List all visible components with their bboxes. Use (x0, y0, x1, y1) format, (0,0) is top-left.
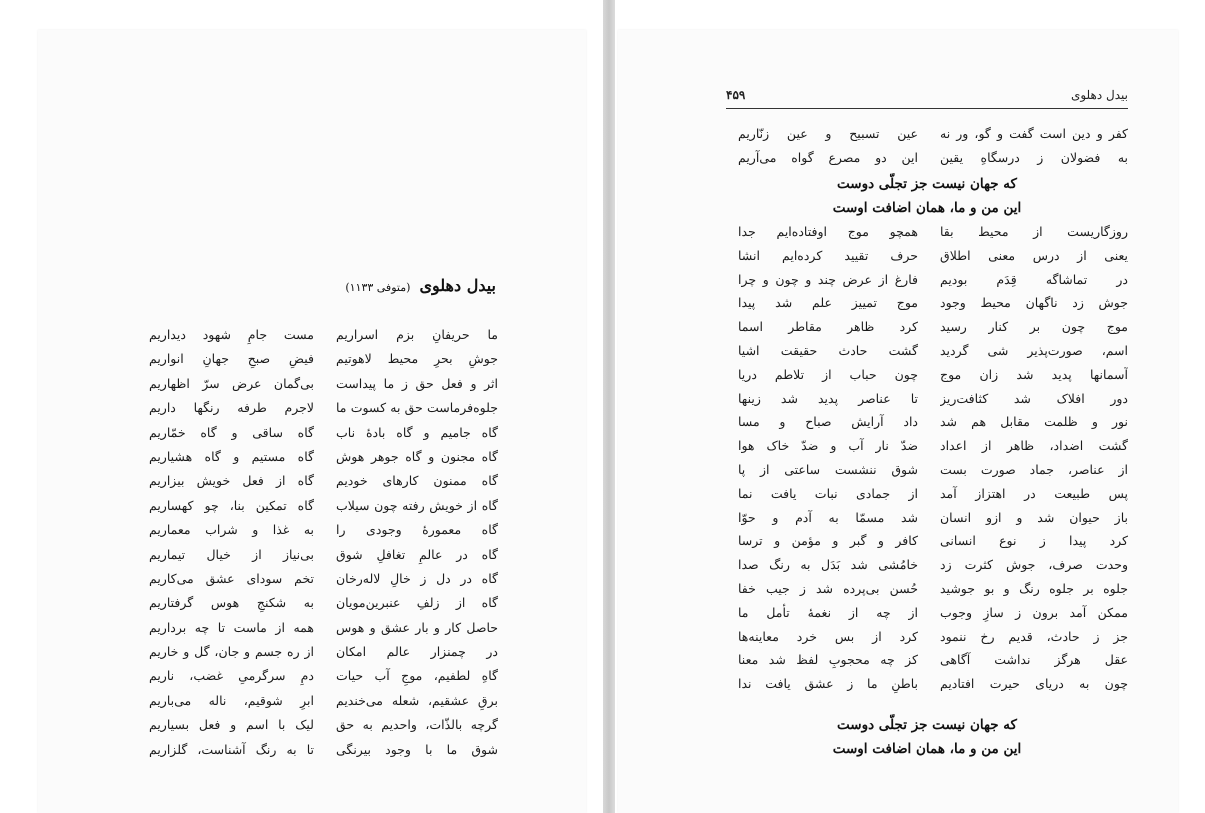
verse-line: گاه در دل ز خالِ لاله‌رخان (336, 570, 498, 586)
verse-line: یعنی از درس معنی اطلاق (940, 247, 1128, 263)
verse-line: گاه جامیم و گاه بادهٔ ناب (336, 424, 498, 440)
verse-line: حرف تقیید کرده‌ایم انشا (738, 247, 918, 263)
verse-line: جلوه‌فرماست حق به کسوت ما (336, 400, 498, 416)
verse-line: جوشِ بحرِ محیط لاهوتیم (336, 351, 498, 367)
poet-name: بیدل دهلوی (419, 276, 496, 295)
top-verse-column-right (940, 122, 1128, 170)
verse-line: شوق ننشست ساعتی از پا (738, 461, 918, 477)
verse-line: گاه از خویش رفته چون سیلاب (336, 497, 498, 513)
verse-line: ما حریفانِ بزم اسراریم (336, 327, 498, 342)
verse-line: اسم، صورت‌پذیر شی گردید (940, 342, 1128, 358)
page-number: ۴۵۹ (726, 88, 746, 102)
verse-line: حاصل کار و بار عشق و هوس (336, 619, 498, 635)
verse-line: ابرِ شوقیم، ناله می‌باریم (149, 692, 314, 708)
verse-line: لیک با اسم و فعل بسیاریم (149, 717, 314, 733)
verse-line: چون به دریای حیرت افتادیم (940, 676, 1128, 692)
verse-line: اثر و فعل حق ز ما پیداست (336, 375, 498, 391)
verse-line: عقل هرگز نداشت آگاهی (940, 652, 1128, 668)
verse-line: همچو موج اوفتاده‌ایم جدا (738, 224, 918, 239)
verse-line: باز حیوان شد و ازو انسان (940, 509, 1128, 525)
verse-line: به فضولان ز درسگاهِ یقین (940, 149, 1128, 165)
verse-line: گشت حادث حقیقت اشیا (738, 342, 918, 358)
verse-line: کفر و دین است گفت و گو، ور نه (940, 126, 1128, 141)
verse-line: آسمانها پدید شد زان موج (940, 366, 1128, 382)
verse-line: گاه در عالمِ تغافلِ شوق (336, 546, 498, 562)
refrain-line: که جهان نیست جز تجلّی دوست (837, 717, 1017, 733)
verse-line: بی‌نیاز از خیال تیماریم (149, 546, 314, 562)
verse-line: باطنِ ما ز عشق یافت ندا (738, 676, 918, 692)
running-header (726, 88, 1128, 109)
verse-line: تخم سودای عشق می‌کاریم (149, 570, 314, 586)
top-verse-column-left (738, 122, 918, 170)
page-gutter (603, 0, 615, 813)
verse-line: فیضِ صبحِ جهانِ انواریم (149, 351, 314, 367)
refrain-top (726, 172, 1128, 220)
verse-line: گاه تمکین بنا، چو کهساریم (149, 497, 314, 513)
verse-line: از عناصر، جماد صورت بست (940, 461, 1128, 477)
verse-line: به غذا و شراب معماریم (149, 522, 314, 538)
left-page (38, 30, 586, 813)
verse-line: لاجرم طرفه رنگها داریم (149, 400, 314, 416)
verse-line: ضدّ نار آب و ضدّ خاک هوا (738, 438, 918, 454)
verse-line: گرچه بالذّات، واحدیم به حق (336, 717, 498, 733)
verse-line: عین تسبیح و عین زنّاریم (738, 126, 918, 141)
verse-line: تا عناصر پدید شد زینها (738, 390, 918, 406)
verse-line: داد آرایش صباح و مسا (738, 414, 918, 430)
verse-line: از جمادی نبات یافت نما (738, 485, 918, 501)
verse-line: کافر و گبر و مؤمن و ترسا (738, 533, 918, 549)
verse-line: بی‌گمان عرض سرّ اظهاریم (149, 375, 314, 391)
verse-line: خامُشی شد بَدَل به رنگ صدا (738, 557, 918, 573)
verse-line: در تماشاگه قِدَم بودیم (940, 271, 1128, 287)
verse-line: وحدت صرف، جوش کثرت زد (940, 557, 1128, 573)
verse-line: از چه از نغمهٔ تأمل ما (738, 604, 918, 620)
verse-line: گشت اضداد، ظاهر از اعداد (940, 438, 1128, 454)
refrain-line: این من و ما، همان اضافت اوست (832, 200, 1022, 216)
verse-line: شد مسمّا به آدم و حوّا (738, 509, 918, 525)
verse-line: موج تمییز علم شد پیدا (738, 295, 918, 311)
verse-line: گاه از فعل خویش بیزاریم (149, 473, 314, 489)
verse-line: ممکن آمد برون ز سازِ وجوب (940, 604, 1128, 620)
verse-line: مست جامِ شهود دیداریم (149, 327, 314, 342)
verse-line: جلوه بر جلوه رنگ و بو جوشید (940, 580, 1128, 596)
verse-line: کرد از بس خرد معاینه‌ها (738, 628, 918, 644)
verse-line: این دو مصرع گواه می‌آریم (738, 149, 918, 165)
verse-line: تا به رنگ آشناست، گلزاریم (149, 741, 314, 757)
verse-line: از ره جسم و جان، گل و خاریم (149, 644, 314, 660)
verse-line: نور و ظلمت مقابل هم شد (940, 414, 1128, 430)
verse-column-left (738, 220, 918, 696)
verse-line: گاهِ لطفیم، موجِ آب حیات (336, 668, 498, 684)
right-page (618, 30, 1178, 813)
poet-heading (345, 276, 496, 295)
verse-line: گاه مستیم و گاه هشیاریم (149, 448, 314, 464)
verse-line: کرد ظاهر مقاطر اسما (738, 319, 918, 335)
refrain-bottom (726, 713, 1128, 761)
verse-line: دور افلاک شد کثافت‌ریز (940, 390, 1128, 406)
poet-dates: (متوفی ۱۱۳۳) (345, 281, 411, 294)
verse-line: روزگاریست از محیط بقا (940, 224, 1128, 239)
verse-line: کز چه محجوبِ لفظ شد معنا (738, 652, 918, 668)
verse-line: کرد پیدا ز نوع انسانی (940, 533, 1128, 549)
verse-line: به شکنجِ هوس گرفتاریم (149, 595, 314, 611)
verse-line: چون حباب از تلاطم دریا (738, 366, 918, 382)
verse-column-right (940, 220, 1128, 696)
verse-line: حُسن بی‌پرده شد ز جیب خفا (738, 580, 918, 596)
running-title: بیدل دهلوی (1070, 88, 1128, 102)
verse-column-right (336, 323, 498, 762)
verse-line: جز ز حادث، قدیم رخ ننمود (940, 628, 1128, 644)
verse-line: پس طبیعت در اهتزاز آمد (940, 485, 1128, 501)
verse-line: دمِ سرگرمیِ غضب، ناریم (149, 668, 314, 684)
verse-line: گاه مجنون و گاه جوهر هوش (336, 448, 498, 464)
verse-line: همه از ماست تا چه برداریم (149, 619, 314, 635)
verse-line: شوق ما با وجود بیرنگی (336, 741, 498, 757)
verse-line: فارغ از عرض چند و چون و چرا (738, 271, 918, 287)
verse-line: گاه از زلفِ عنبرین‌مویان (336, 595, 498, 611)
verse-line: برقِ عشقیم، شعله می‌خندیم (336, 692, 498, 708)
verse-column-left (149, 323, 314, 762)
verse-line: گاه معمورهٔ وجودی را (336, 522, 498, 538)
verse-line: جوش زد ناگهان محیط وجود (940, 295, 1128, 311)
refrain-line: که جهان نیست جز تجلّی دوست (837, 176, 1017, 192)
verse-line: در چمنزار عالم امکان (336, 644, 498, 660)
verse-line: گاه ساقی و گاه خمّاریم (149, 424, 314, 440)
refrain-line: این من و ما، همان اضافت اوست (832, 741, 1022, 757)
verse-line: گاه ممنون کارهای خودیم (336, 473, 498, 489)
verse-line: موج چون بر کنار رسید (940, 319, 1128, 335)
